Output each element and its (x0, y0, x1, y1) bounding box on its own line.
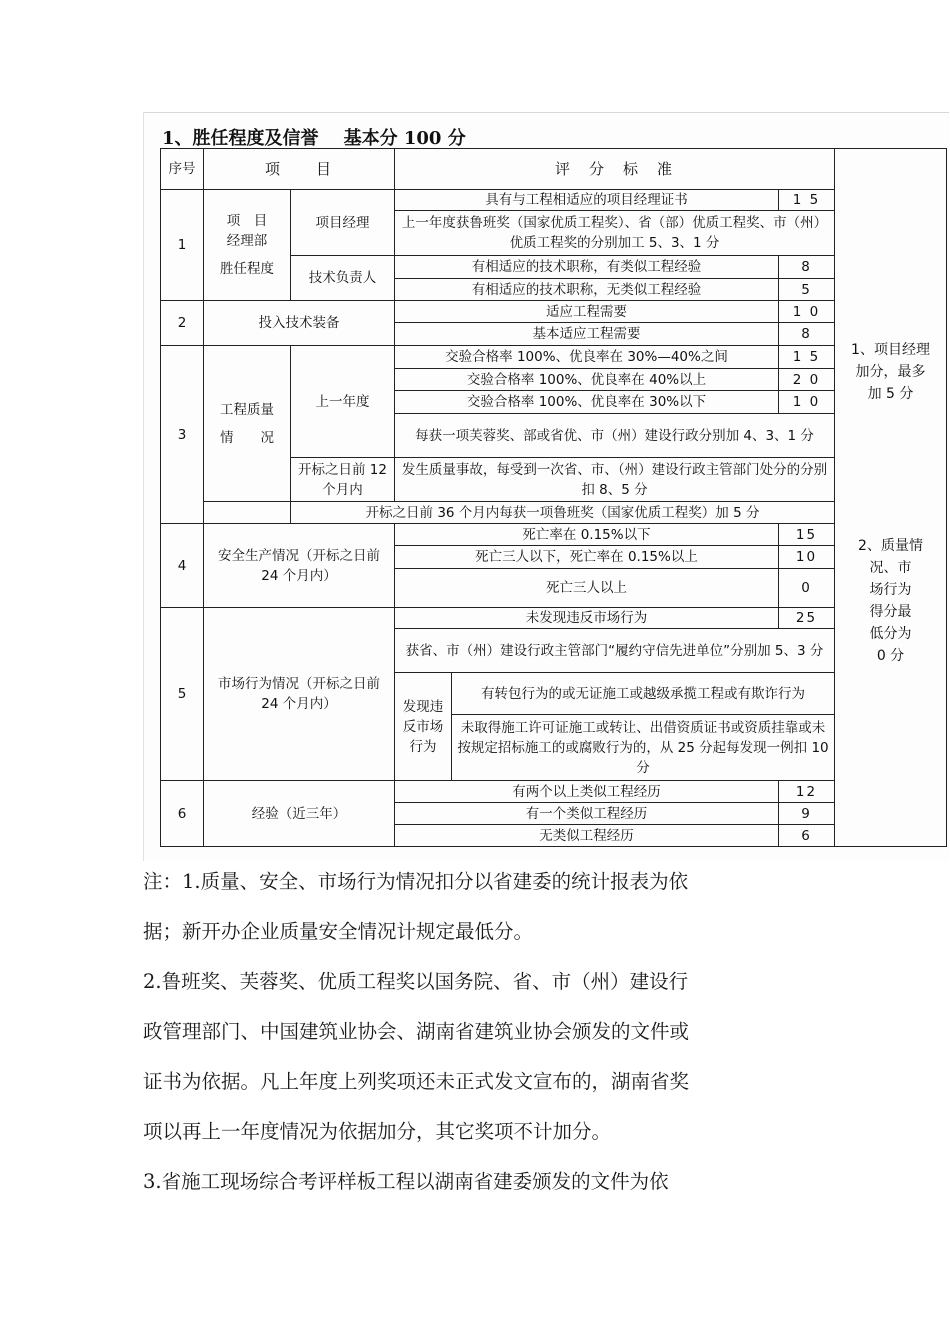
row-2-criterion-1: 适应工程需要 (395, 301, 779, 323)
row-4-item: 安全生产情况（开标之日前 24 个月内） (204, 524, 395, 608)
row-6-seq: 6 (161, 781, 204, 847)
row-5-seq: 5 (161, 608, 204, 781)
row-6-criterion-1-points: 12 (779, 781, 835, 803)
remark-2-line-6: 0 分 (876, 648, 905, 664)
remark-2-line-3: 场行为 (869, 582, 912, 598)
table-row (161, 524, 947, 546)
note-line-4: 政管理部门、中国建筑业协会、湖南省建筑业协会颁发的文件或 (143, 1020, 690, 1043)
row-1-tech-criterion-2: 有相适应的技术职称，无类似工程经验 (395, 279, 779, 301)
row-1-pm-criterion-2: 上一年度获鲁班奖（国家优质工程奖）、省（部）优质工程奖、市（州）优质工程奖的分别加工 5、3、1 分 (395, 211, 835, 256)
row-3-criterion-1-points: 1 5 (779, 346, 835, 369)
row-6-item: 经验（近三年） (204, 781, 395, 847)
remark-1-line-2: 加分，最多 (855, 364, 926, 380)
row-4-criterion-3: 死亡三人以上 (395, 569, 779, 608)
row-3-item-gap (208, 420, 286, 428)
row-5-found: 发现违反市场行为 (395, 673, 452, 781)
row-1-pm: 项目经理 (291, 190, 395, 256)
table-row (161, 301, 947, 323)
note-line-1: 注：1.质量、安全、市场行为情况扣分以省建委的统计报表为依 (143, 870, 689, 893)
header-seq: 序号 (161, 149, 204, 190)
row-1-tech-criterion-1: 有相适应的技术职称，有类似工程经验 (395, 256, 779, 279)
table-row (161, 781, 947, 803)
table-row (161, 190, 947, 211)
row-1-dept-line-3: 胜任程度 (220, 261, 274, 277)
remark-2-line-2: 况、市 (869, 560, 912, 576)
row-4-criterion-1: 死亡率在 0.15%以下 (395, 524, 779, 546)
row-3-criterion-2-points: 2 0 (779, 369, 835, 391)
row-4-criterion-2-points: 10 (779, 546, 835, 569)
row-6-criterion-2-points: 9 (779, 803, 835, 825)
header-item: 项 目 (204, 149, 395, 190)
table-row (161, 608, 947, 629)
note-line-5: 证书为依据。凡上年度上列奖项还未正式发文宣布的，湖南省奖 (143, 1070, 690, 1093)
row-4-seq: 4 (161, 524, 204, 608)
remark-2-line-5: 低分为 (869, 626, 912, 642)
row-1-pm-criterion-1-points: 1 5 (779, 190, 835, 211)
row-1-seq: 1 (161, 190, 204, 301)
row-3-criterion-3-points: 1 0 (779, 391, 835, 414)
table-row (161, 502, 947, 524)
row-4-criterion-2: 死亡三人以下，死亡率在 0.15%以上 (395, 546, 779, 569)
row-6-criterion-3-points: 6 (779, 825, 835, 847)
row-5-item: 市场行为情况（开标之日前 24 个月内） (204, 608, 395, 781)
row-1-tech: 技术负责人 (291, 256, 395, 301)
row-1-dept-line-1: 项 目 (226, 213, 268, 229)
row-1-tech-criterion-1-points: 8 (779, 256, 835, 279)
row-5-criterion-1-points: 25 (779, 608, 835, 629)
row-6-criterion-2: 有一个类似工程经历 (395, 803, 779, 825)
row-4-criterion-3-points: 0 (779, 569, 835, 608)
row-2-criterion-2: 基本适应工程需要 (395, 323, 779, 346)
row-5-criterion-3: 有转包行为的或无证施工或越级承揽工程或有欺诈行为 (452, 673, 835, 715)
row-3-criterion-2: 交验合格率 100%、优良率在 40%以上 (395, 369, 779, 391)
row-1-dept-gap (208, 251, 286, 259)
row-3-seq: 3 (161, 346, 204, 524)
remark-1-line-1: 1、项目经理 (851, 342, 930, 358)
row-3-before-bid: 开标之日前 12 个月内 (291, 458, 395, 502)
row-2-criterion-2-points: 8 (779, 323, 835, 346)
row-6-criterion-3: 无类似工程经历 (395, 825, 779, 847)
notes-section (143, 862, 823, 1212)
row-3-prev-year: 上一年度 (291, 346, 395, 458)
row-3-criterion-1: 交验合格率 100%、优良率在 30%—40%之间 (395, 346, 779, 369)
row-3-item (204, 346, 291, 502)
row-5-criterion-2: 获省、市（州）建设行政主管部门“履约守信先进单位”分别加 5、3 分 (395, 629, 835, 673)
note-line-2: 据；新开办企业质量安全情况计规定最低分。 (143, 920, 534, 943)
note-line-3: 2.鲁班奖、芙蓉奖、优质工程奖以国务院、省、市（州）建设行 (143, 970, 689, 993)
row-1-dept-line-2: 经理部 (226, 233, 268, 249)
note-line-7: 3.省施工现场综合考评样板工程以湖南省建委颁发的文件为依 (143, 1170, 669, 1193)
row-1-dept (204, 190, 291, 301)
row-5-criterion-4: 未取得施工许可证施工或转让、出借资质证书或资质挂靠或未按规定招标施工的或腐败行为的，从 25 分起每发现一例扣 10 分 (452, 715, 835, 781)
remark-1-line-3: 加 5 分 (867, 386, 914, 402)
row-2-item: 投入技术装备 (204, 301, 395, 346)
row-3-item-line-1: 工程质量 (220, 401, 274, 418)
row-1-pm-criterion-1: 具有与工程相适应的项目经理证书 (395, 190, 779, 211)
row-3-criterion-3: 交验合格率 100%、优良率在 30%以下 (395, 391, 779, 414)
row-1-tech-criterion-2-points: 5 (779, 279, 835, 301)
table-row (161, 346, 947, 369)
remark-2-line-4: 得分最 (869, 604, 912, 620)
row-3-criterion-4: 每获一项芙蓉奖、部或省优、市（州）建设行政分别加 4、3、1 分 (395, 414, 835, 458)
header-row (161, 149, 947, 190)
row-5-criterion-1: 未发现违反市场行为 (395, 608, 779, 629)
row-6-criterion-1: 有两个以上类似工程经历 (395, 781, 779, 803)
row-4-criterion-1-points: 15 (779, 524, 835, 546)
section-title: 1、胜任程度及信誉 基本分 100 分 (162, 128, 466, 149)
row-3-criterion-6: 开标之日前 36 个月内每获一项鲁班奖（国家优质工程奖）加 5 分 (291, 502, 835, 524)
remark-2-line-1: 2、质量情 (858, 538, 923, 554)
row-2-seq: 2 (161, 301, 204, 346)
scoring-table (160, 148, 947, 847)
header-standard: 评 分 标 准 (395, 149, 835, 190)
row-3-item-line-2: 情 况 (220, 429, 274, 446)
remarks-column (835, 149, 947, 847)
row-2-criterion-1-points: 1 0 (779, 301, 835, 323)
row-3-criterion-5: 发生质量事故，每受到一次省、市、（州）建设行政主管部门处分的分别扣 8、5 分 (395, 458, 835, 502)
note-line-6: 项以再上一年度情况为依据加分，其它奖项不计加分。 (143, 1120, 612, 1143)
